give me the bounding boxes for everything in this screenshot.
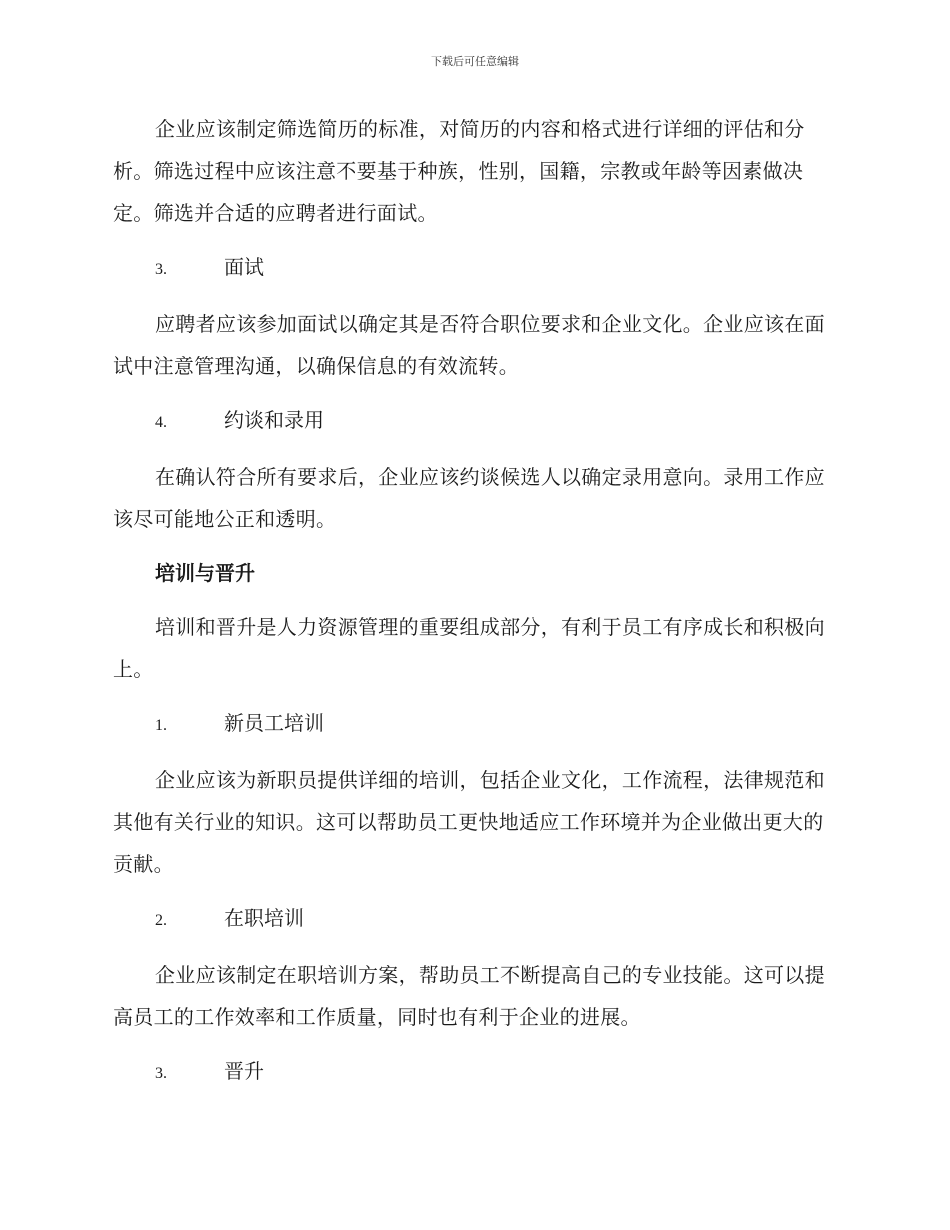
document-body xyxy=(113,108,833,1095)
list-item-promotion xyxy=(113,1050,833,1095)
paragraph-training-intro: 培训和晋升是人力资源管理的重要组成部分，有利于员工有序成长和积极向上。 xyxy=(113,615,825,681)
list-number: 1. xyxy=(155,717,167,734)
paragraph-resume-screening: 企业应该制定筛选简历的标准，对简历的内容和格式进行详细的评估和分析。筛选过程中应该注意不要基于种族，性别，国籍，宗教或年龄等因素做决定。筛选并合适的应聘者进行面试。 xyxy=(113,117,805,225)
list-item-title: 新员工培训 xyxy=(224,711,324,735)
paragraph-hiring: 在确认符合所有要求后，企业应该约谈候选人以确定录用意向。录用工作应该尽可能地公正和透明。 xyxy=(113,465,825,531)
list-item-interview xyxy=(113,246,833,291)
list-number: 3. xyxy=(155,261,167,278)
list-item-title: 面试 xyxy=(224,255,264,279)
list-item-title: 晋升 xyxy=(224,1059,264,1083)
list-item-title: 在职培训 xyxy=(224,906,304,930)
list-item-hiring xyxy=(113,399,833,444)
list-item-title: 约谈和录用 xyxy=(224,408,324,432)
list-item-onjob-training xyxy=(113,897,833,942)
paragraph-interview: 应聘者应该参加面试以确定其是否符合职位要求和企业文化。企业应该在面试中注意管理沟通，以确保信息的有效流转。 xyxy=(113,312,825,378)
paragraph-onjob-training: 企业应该制定在职培训方案，帮助员工不断提高自己的专业技能。这可以提高员工的工作效率和工作质量，同时也有利于企业的进展。 xyxy=(113,963,825,1029)
list-number: 4. xyxy=(155,414,167,431)
page-header: 下载后可任意编辑 xyxy=(431,55,519,68)
section-heading-training: 培训与晋升 xyxy=(155,561,255,585)
paragraph-new-employee-training: 企业应该为新职员提供详细的培训，包括企业文化，工作流程，法律规范和其他有关行业的知识。这可以帮助员工更快地适应工作环境并为企业做出更大的贡献。 xyxy=(113,768,825,876)
list-number: 2. xyxy=(155,912,167,929)
list-item-new-employee-training xyxy=(113,702,833,747)
list-number: 3. xyxy=(155,1065,167,1082)
